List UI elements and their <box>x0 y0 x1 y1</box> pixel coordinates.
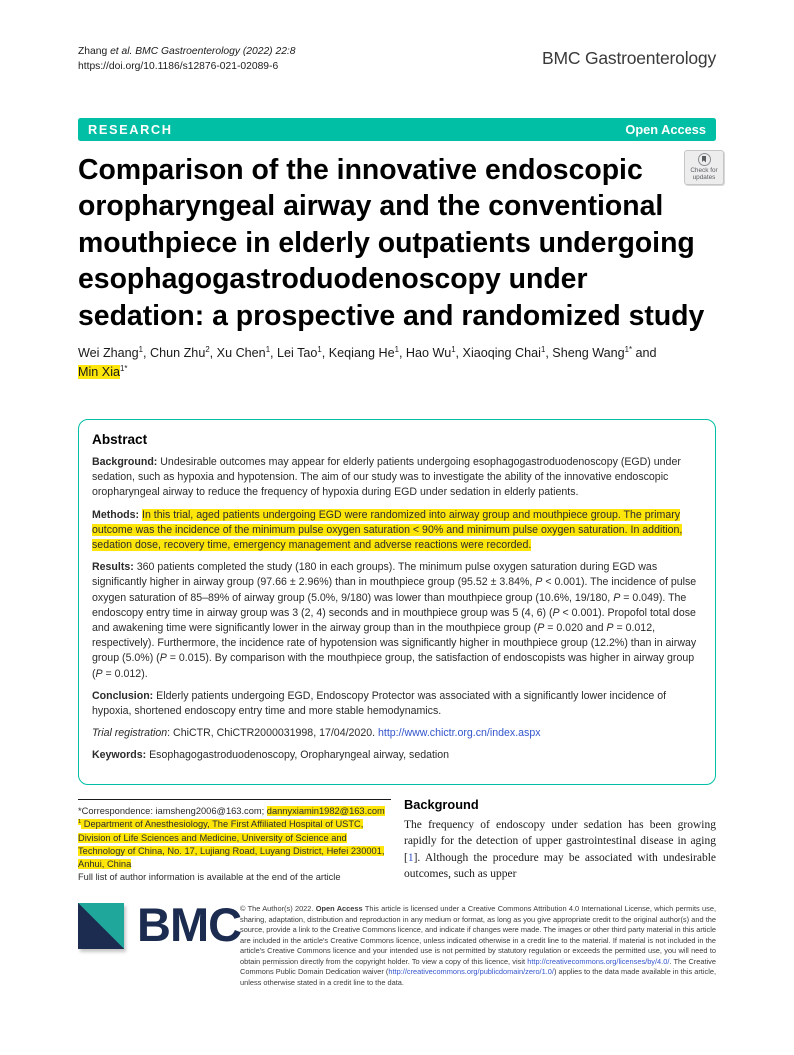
bmc-logo <box>78 898 242 951</box>
doi-link[interactable]: https://doi.org/10.1186/s12876-021-02089-6 <box>78 60 279 72</box>
full-list-note: Full list of author information is available at the end of the article <box>78 872 341 883</box>
citation-line: Zhang et al. BMC Gastroenterology (2022) 22:8 <box>78 46 296 57</box>
keywords: Keywords: Esophagogastroduodenoscopy, Oropharyngeal airway, sedation <box>92 749 450 762</box>
crossmark-icon <box>698 153 711 166</box>
correspondence-footnote <box>78 799 391 885</box>
affiliation-line: $^1$ Department of Anesthesiology, The First Affiliated Hospital of USTC, Division of Life Sciences and Medicine, University of Science and Technology of China, No. 17, Lujiang Road, Luyang District, Hefei 230001, Anhui, China <box>78 819 385 870</box>
article-body-column <box>404 797 716 883</box>
bmc-logo-wordmark: BMC <box>137 898 242 951</box>
background-paragraph: The frequency of endoscopy under sedation has been growing rapidly for the detection of upper gastrointestinal disease in aging [1]. Although the procedure may be associated with undesirable outcomes, such as upper <box>404 819 716 881</box>
open-access-label: Open Access <box>625 122 706 137</box>
abstract-background: Background: Undesirable outcomes may appear for elderly patients undergoing esophagogastroduodenoscopy (EGD) under sedation, such as hypoxia and hypotension. The aim of our study was to investigate the ability of the innovative endoscopic oropharyngeal airway to reduce the frequency of hypoxia during EGD under sedation in elderly patients. <box>92 456 681 499</box>
abstract-conclusion: Conclusion: Elderly patients undergoing EGD, Endoscopy Protector was associated with a significantly lower incidence of hypoxia, shortened endoscopy entry time and more stable hemodynamics. <box>92 689 667 718</box>
abstract-box <box>78 419 716 785</box>
license-text: © The Author(s) 2022. Open Access This article is licensed under a Creative Commons Attribution 4.0 International License, which permits use, sharing, adaptation, distribution and reproduction in any medium or format, as long as you give appropriate credit to the original author(s) and the source, provide a link to the Creative Commons licence, and indicate if changes were made. The images or other third party material in this article are included in the article's Creative Commons licence, unless indicated otherwise in a credit line to the material. If material is not included in the article's Creative Commons licence and your intended use is not permitted by statutory regulation or exceeds the permitted use, you will need to obtain permission directly from the copyright holder. To view a copy of this licence, visit http://creativecommons.org/licenses/by/4.0/. The Creative Commons Public Domain Dedication waiver (http://creativecommons.org/publicdomain/zero/1.0/) applies to the data made available in this article, unless otherwise stated in a credit line to the data. <box>240 904 716 987</box>
check-for-updates-badge[interactable] <box>684 150 724 185</box>
author-list: Wei Zhang$^1$, Chun Zhu$^2$, Xu Chen$^1$, Lei Tao$^1$, Keqiang He$^1$, Hao Wu$^1$, Xiaoqing Chai$^1$, Sheng Wang$^{1*}$ and Min Xia$^{1*}$ <box>78 344 657 379</box>
research-label: RESEARCH <box>88 122 173 137</box>
article-type-banner <box>78 118 716 141</box>
journal-name: BMC Gastroenterology <box>542 48 716 68</box>
header-citation <box>78 45 296 74</box>
abstract-results: Results: 360 patients completed the study (180 in each groups). The minimum pulse oxygen saturation during EGD was significantly higher in airway group (97.66 ± 2.96%) than in mouthpiece group (95.52 ± 3.84%, P < 0.001). The incidence of pulse oxygen saturation of 85–89% of airway group (5.0%, 9/180) was lower than mouthpiece group (10.6%, 19/180, P = 0.049). The endoscopy entry time in airway group was 3 (2, 4) seconds and in mouthpiece group was 5 (4, 6) (P < 0.001). Propofol total dose and awakening time were significantly lower in the airway group than in the mouthpiece group (P = 0.020 and P = 0.012, respectively). Furthermore, the incidence rate of hypotension was significantly higher in mouthpiece group (12.2%) than in airway group (5.0%) (P = 0.015). By comparison with the mouthpiece group, the satisfaction of endoscopists was higher in airway group (P = 0.012). <box>92 561 697 680</box>
correspondence-line[interactable]: *Correspondence: iamsheng2006@163.com; dannyxiamin1982@163.com <box>78 806 385 816</box>
check-badge-line2: updates <box>692 174 716 182</box>
background-heading: Background <box>404 797 479 812</box>
abstract-methods: Methods: In this trial, aged patients undergoing EGD were randomized into airway group and mouthpiece group. The primary outcome was the incidence of the minimum pulse oxygen saturation < 90% and minimum pulse oxygen saturation. In addition, sedation dose, recovery time, emergency management and adverse reactions were recorded. <box>92 508 683 552</box>
bmc-logo-mark-icon <box>78 903 124 949</box>
article-title: Comparison of the innovative endoscopic oropharyngeal airway and the conventional mouthpiece in elderly outpatients undergoing esophagogastroduodenoscopy under sedation: a prospective and randomized study <box>78 154 705 332</box>
check-badge-line1: Check for <box>690 167 718 174</box>
trial-registration[interactable]: Trial registration: ChiCTR, ChiCTR2000031998, 17/04/2020. http://www.chictr.org.cn/index.aspx <box>92 727 541 740</box>
abstract-heading: Abstract <box>92 432 148 447</box>
